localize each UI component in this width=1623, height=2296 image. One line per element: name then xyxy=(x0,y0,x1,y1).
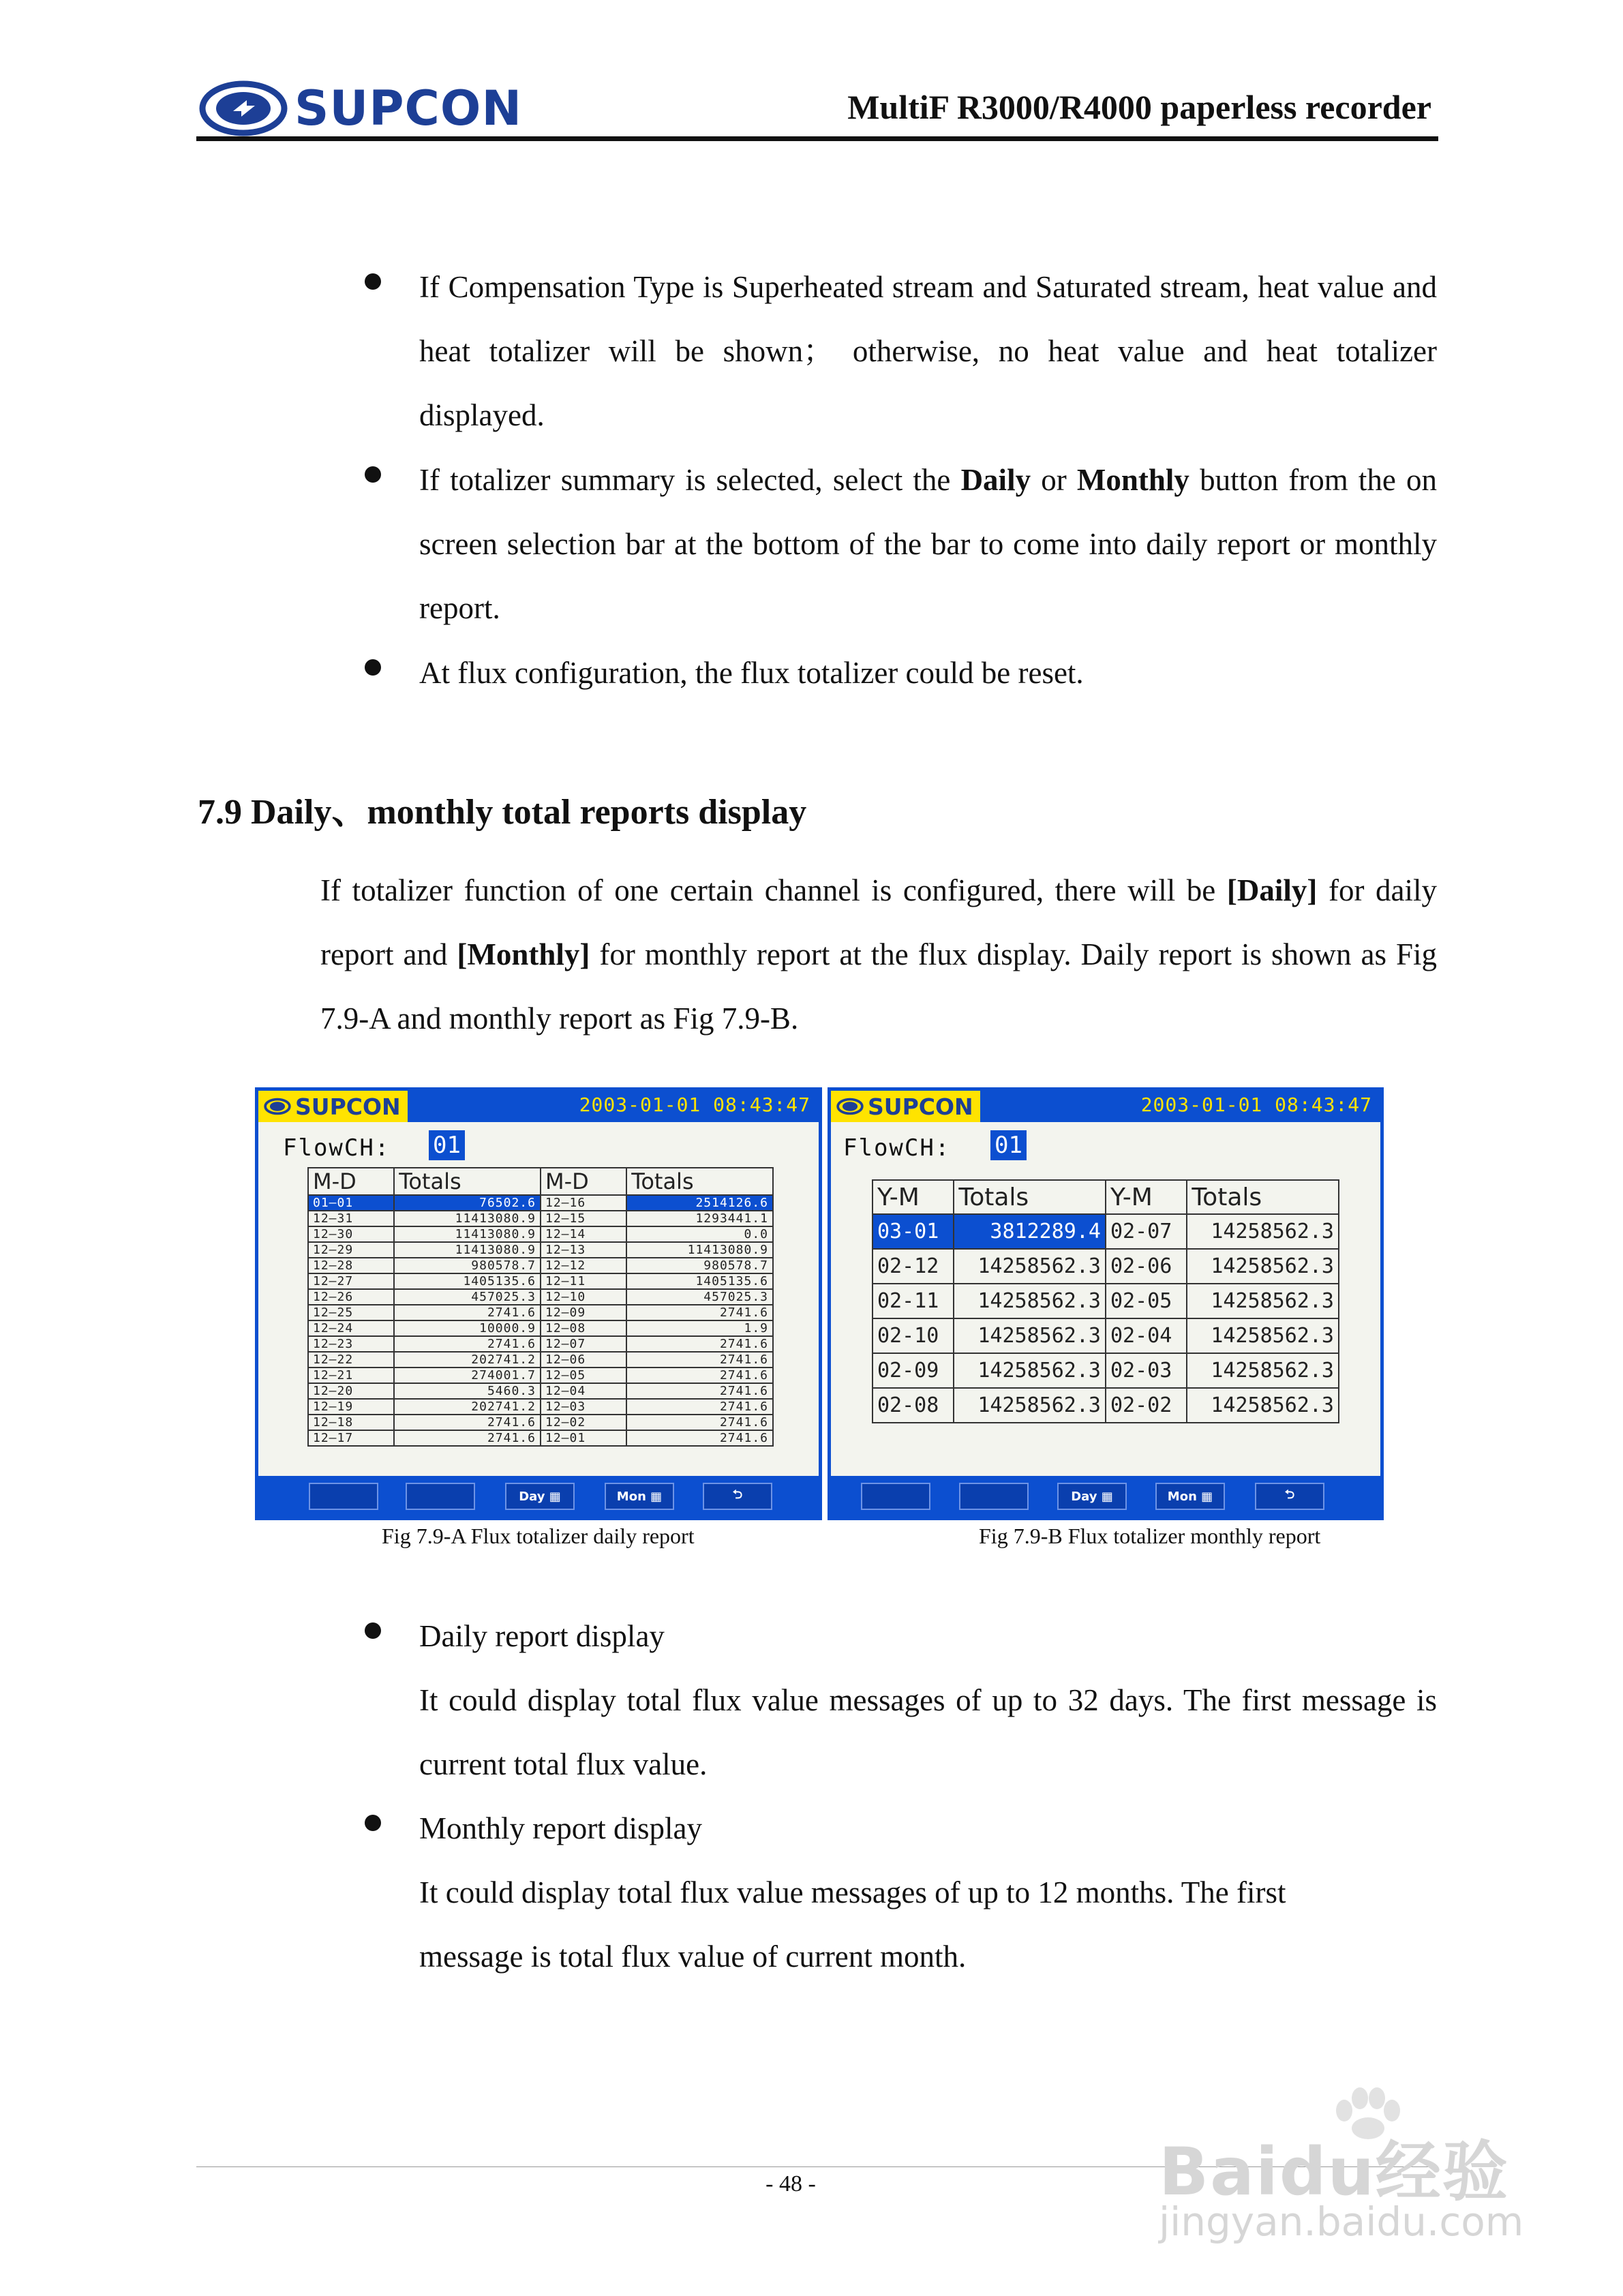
table-row[interactable] xyxy=(873,1353,1339,1388)
bullet-icon xyxy=(365,466,381,483)
table-row[interactable] xyxy=(308,1352,773,1368)
total-cell: 14258562.3 xyxy=(954,1318,1106,1353)
date-cell: 12—14 xyxy=(541,1226,626,1242)
table-row[interactable] xyxy=(873,1284,1339,1318)
monthly-report-screen xyxy=(828,1087,1384,1520)
total-cell: 2741.6 xyxy=(626,1430,773,1446)
bullet-description: It could display total flux value messages of up to 12 months. The first message is total flux value of current month. xyxy=(419,1875,1286,1974)
table-row[interactable] xyxy=(308,1336,773,1352)
return-button[interactable] xyxy=(703,1483,772,1510)
table-icon: ▦ xyxy=(1201,1489,1213,1504)
date-cell: 12—04 xyxy=(541,1383,626,1399)
date-cell: 02-10 xyxy=(873,1318,954,1353)
bullet-daily-report xyxy=(419,1604,1437,1796)
table-row[interactable] xyxy=(308,1415,773,1430)
date-cell: 12—08 xyxy=(541,1320,626,1336)
total-cell: 202741.2 xyxy=(394,1399,541,1415)
total-cell: 2741.6 xyxy=(626,1415,773,1430)
return-button[interactable] xyxy=(1255,1483,1324,1510)
bullet-totalizer-summary: If totalizer summary is selected, select the Daily or Monthly button from the on screen selection bar at the bottom of the bar to come into daily report or monthly report. xyxy=(419,463,1437,625)
total-cell: 2741.6 xyxy=(626,1305,773,1320)
total-cell: 11413080.9 xyxy=(626,1242,773,1258)
column-header: M-D xyxy=(308,1168,394,1195)
date-cell: 12—03 xyxy=(541,1399,626,1415)
header-divider xyxy=(196,136,1438,141)
bullet-title: Daily report display xyxy=(419,1619,665,1653)
screen-logo: SUPCON xyxy=(831,1091,980,1122)
column-header: Totals xyxy=(1187,1180,1339,1214)
screen-datetime: 2003-01-01 08:43:47 xyxy=(1140,1093,1372,1116)
table-row[interactable] xyxy=(308,1430,773,1446)
page-number: - 48 - xyxy=(765,2171,816,2196)
total-cell: 0.0 xyxy=(626,1226,773,1242)
date-cell: 02-11 xyxy=(873,1284,954,1318)
total-cell: 14258562.3 xyxy=(1187,1214,1339,1249)
date-cell: 12—12 xyxy=(541,1258,626,1273)
total-cell: 2741.6 xyxy=(394,1430,541,1446)
date-cell: 12—11 xyxy=(541,1273,626,1289)
date-cell: 02-04 xyxy=(1106,1318,1187,1353)
screen-button-bar xyxy=(258,1476,819,1517)
date-cell: 12—21 xyxy=(308,1368,394,1383)
table-row[interactable] xyxy=(873,1214,1339,1249)
date-cell: 12—20 xyxy=(308,1383,394,1399)
total-cell: 14258562.3 xyxy=(954,1284,1106,1318)
total-cell: 2514126.6 xyxy=(626,1195,773,1211)
column-header: Totals xyxy=(954,1180,1106,1214)
bullet-monthly-report xyxy=(419,1796,1437,1989)
bullet-icon xyxy=(365,1622,381,1639)
date-cell: 12—22 xyxy=(308,1352,394,1368)
column-header: Y-M xyxy=(1106,1180,1187,1214)
table-row[interactable] xyxy=(308,1195,773,1211)
date-cell: 02-07 xyxy=(1106,1214,1187,1249)
watermark-url: jingyan.baidu.com xyxy=(1159,2199,1524,2245)
table-row[interactable] xyxy=(873,1388,1339,1423)
date-cell: 12—30 xyxy=(308,1226,394,1242)
total-cell: 2741.6 xyxy=(626,1336,773,1352)
page-header xyxy=(196,68,1438,143)
total-cell: 1293441.1 xyxy=(626,1211,773,1226)
return-icon: ⮌ xyxy=(1284,1487,1295,1502)
section-heading: 7.9 Daily、monthly total reports display xyxy=(198,793,807,832)
column-header: Totals xyxy=(394,1168,541,1195)
date-cell: 12—19 xyxy=(308,1399,394,1415)
total-cell: 202741.2 xyxy=(394,1352,541,1368)
date-cell: 12—28 xyxy=(308,1258,394,1273)
total-cell: 457025.3 xyxy=(626,1289,773,1305)
date-cell: 12—27 xyxy=(308,1273,394,1289)
date-cell: 12—13 xyxy=(541,1242,626,1258)
table-row[interactable] xyxy=(308,1399,773,1415)
table-row[interactable] xyxy=(308,1305,773,1320)
total-cell: 14258562.3 xyxy=(1187,1388,1339,1423)
total-cell: 14258562.3 xyxy=(1187,1284,1339,1318)
column-header: Totals xyxy=(626,1168,773,1195)
monthly-keyword: Monthly xyxy=(1076,463,1189,497)
total-cell: 14258562.3 xyxy=(954,1388,1106,1423)
total-cell: 2741.6 xyxy=(626,1352,773,1368)
total-cell: 11413080.9 xyxy=(394,1226,541,1242)
screen-logo: SUPCON xyxy=(258,1091,408,1122)
date-cell: 12—07 xyxy=(541,1336,626,1352)
softkey-blank-1[interactable] xyxy=(309,1483,378,1510)
flow-channel-value[interactable]: 01 xyxy=(429,1130,465,1160)
table-row[interactable] xyxy=(308,1211,773,1226)
date-cell: 12—06 xyxy=(541,1352,626,1368)
daily-keyword: Daily xyxy=(960,463,1031,497)
bullet-flux-reset: At flux configuration, the flux totalizer could be reset. xyxy=(419,656,1084,690)
date-cell: 02-02 xyxy=(1106,1388,1187,1423)
month-button[interactable]: Mon ▦ xyxy=(605,1483,674,1510)
date-cell: 02-12 xyxy=(873,1249,954,1284)
daily-report-screen xyxy=(255,1087,822,1520)
total-cell: 2741.6 xyxy=(626,1399,773,1415)
table-icon: ▦ xyxy=(1101,1489,1113,1504)
total-cell: 2741.6 xyxy=(626,1368,773,1383)
figure-caption-b: Fig 7.9-B Flux totalizer monthly report xyxy=(979,1524,1321,1548)
total-cell: 11413080.9 xyxy=(394,1242,541,1258)
date-cell: 01—01 xyxy=(308,1195,394,1211)
total-cell: 11413080.9 xyxy=(394,1211,541,1226)
date-cell: 02-09 xyxy=(873,1353,954,1388)
total-cell: 980578.7 xyxy=(394,1258,541,1273)
total-cell: 76502.6 xyxy=(394,1195,541,1211)
screen-title-bar xyxy=(258,1091,819,1122)
date-cell: 12—25 xyxy=(308,1305,394,1320)
column-header: M-D xyxy=(541,1168,626,1195)
baidu-watermark xyxy=(1152,2086,1534,2250)
flow-channel-label: FlowCH: xyxy=(843,1134,951,1162)
bullet-icon xyxy=(365,1815,381,1831)
date-cell: 12—26 xyxy=(308,1289,394,1305)
softkey-blank-2[interactable] xyxy=(406,1483,475,1510)
date-cell: 12—05 xyxy=(541,1368,626,1383)
total-cell: 1.9 xyxy=(626,1320,773,1336)
column-header: Y-M xyxy=(873,1180,954,1214)
date-cell: 12—15 xyxy=(541,1211,626,1226)
total-cell: 2741.6 xyxy=(394,1336,541,1352)
table-row[interactable] xyxy=(308,1320,773,1336)
day-button[interactable]: Day ▦ xyxy=(505,1483,575,1510)
date-cell: 02-03 xyxy=(1106,1353,1187,1388)
table-row[interactable] xyxy=(308,1258,773,1273)
total-cell: 14258562.3 xyxy=(1187,1249,1339,1284)
flow-channel-label: FlowCH: xyxy=(283,1134,391,1162)
table-icon: ▦ xyxy=(549,1489,561,1504)
return-icon: ⮌ xyxy=(732,1487,743,1502)
total-cell: 2741.6 xyxy=(394,1305,541,1320)
total-cell: 2741.6 xyxy=(626,1383,773,1399)
total-cell: 14258562.3 xyxy=(954,1249,1106,1284)
date-cell: 02-06 xyxy=(1106,1249,1187,1284)
bullet-icon xyxy=(365,659,381,676)
daily-totals-table xyxy=(307,1167,774,1447)
table-row[interactable] xyxy=(873,1318,1339,1353)
total-cell: 10000.9 xyxy=(394,1320,541,1336)
monthly-totals-table xyxy=(872,1179,1339,1423)
date-cell: 12—02 xyxy=(541,1415,626,1430)
supcon-emblem-icon xyxy=(264,1096,291,1117)
date-cell: 12—29 xyxy=(308,1242,394,1258)
watermark-text: Baidu经验 xyxy=(1159,2134,1509,2210)
table-row[interactable] xyxy=(308,1242,773,1258)
table-row[interactable] xyxy=(308,1226,773,1242)
date-cell: 12—17 xyxy=(308,1430,394,1446)
date-cell: 12—10 xyxy=(541,1289,626,1305)
flow-channel-value[interactable]: 01 xyxy=(990,1130,1027,1160)
table-icon: ▦ xyxy=(650,1489,663,1504)
total-cell: 457025.3 xyxy=(394,1289,541,1305)
screen-title-bar xyxy=(831,1091,1380,1122)
total-cell: 1405135.6 xyxy=(626,1273,773,1289)
bullet-icon xyxy=(365,273,381,290)
total-cell: 1405135.6 xyxy=(394,1273,541,1289)
screen-button-bar xyxy=(831,1476,1380,1517)
supcon-emblem-icon xyxy=(836,1096,864,1117)
figure-caption-a: Fig 7.9-A Flux totalizer daily report xyxy=(382,1524,695,1548)
date-cell: 12—09 xyxy=(541,1305,626,1320)
table-row[interactable] xyxy=(308,1289,773,1305)
date-cell: 12—31 xyxy=(308,1211,394,1226)
brand-name: SUPCON xyxy=(294,80,523,136)
table-row[interactable] xyxy=(308,1273,773,1289)
supcon-emblem-icon xyxy=(199,80,288,137)
table-row[interactable] xyxy=(308,1368,773,1383)
total-cell: 2741.6 xyxy=(394,1415,541,1430)
section-paragraph: If totalizer function of one certain channel is configured, there will be [Daily] for daily report and [Monthly] for monthly report at the flux display. Daily report is shown as Fig 7.9-A and monthly report as Fig 7.9-B. xyxy=(320,873,1437,1036)
softkey-blank-2[interactable] xyxy=(959,1483,1029,1510)
month-button[interactable]: Mon ▦ xyxy=(1155,1483,1225,1510)
bullet-compensation-type: If Compensation Type is Superheated stream and Saturated stream, heat value and heat totalizer will be shown； otherwise, no heat value and heat totalizer displayed. xyxy=(419,270,1437,432)
screen-datetime: 2003-01-01 08:43:47 xyxy=(579,1093,810,1116)
table-row[interactable] xyxy=(308,1383,773,1399)
document-title: MultiF R3000/R4000 paperless recorder xyxy=(847,88,1431,126)
total-cell: 3812289.4 xyxy=(954,1214,1106,1249)
date-cell: 12—01 xyxy=(541,1430,626,1446)
date-cell: 12—24 xyxy=(308,1320,394,1336)
date-cell: 02-08 xyxy=(873,1388,954,1423)
bullet-title: Monthly report display xyxy=(419,1811,702,1845)
total-cell: 14258562.3 xyxy=(1187,1318,1339,1353)
softkey-blank-1[interactable] xyxy=(861,1483,930,1510)
date-cell: 12—23 xyxy=(308,1336,394,1352)
total-cell: 274001.7 xyxy=(394,1368,541,1383)
total-cell: 5460.3 xyxy=(394,1383,541,1399)
date-cell: 02-05 xyxy=(1106,1284,1187,1318)
total-cell: 14258562.3 xyxy=(954,1353,1106,1388)
day-button[interactable]: Day ▦ xyxy=(1057,1483,1127,1510)
supcon-logo xyxy=(199,78,522,139)
total-cell: 14258562.3 xyxy=(1187,1353,1339,1388)
bullet-description: It could display total flux value messages of up to 32 days. The first message is current total flux value. xyxy=(419,1683,1437,1781)
date-cell: 03-01 xyxy=(873,1214,954,1249)
total-cell: 980578.7 xyxy=(626,1258,773,1273)
table-row[interactable] xyxy=(873,1249,1339,1284)
date-cell: 12—16 xyxy=(541,1195,626,1211)
date-cell: 12—18 xyxy=(308,1415,394,1430)
